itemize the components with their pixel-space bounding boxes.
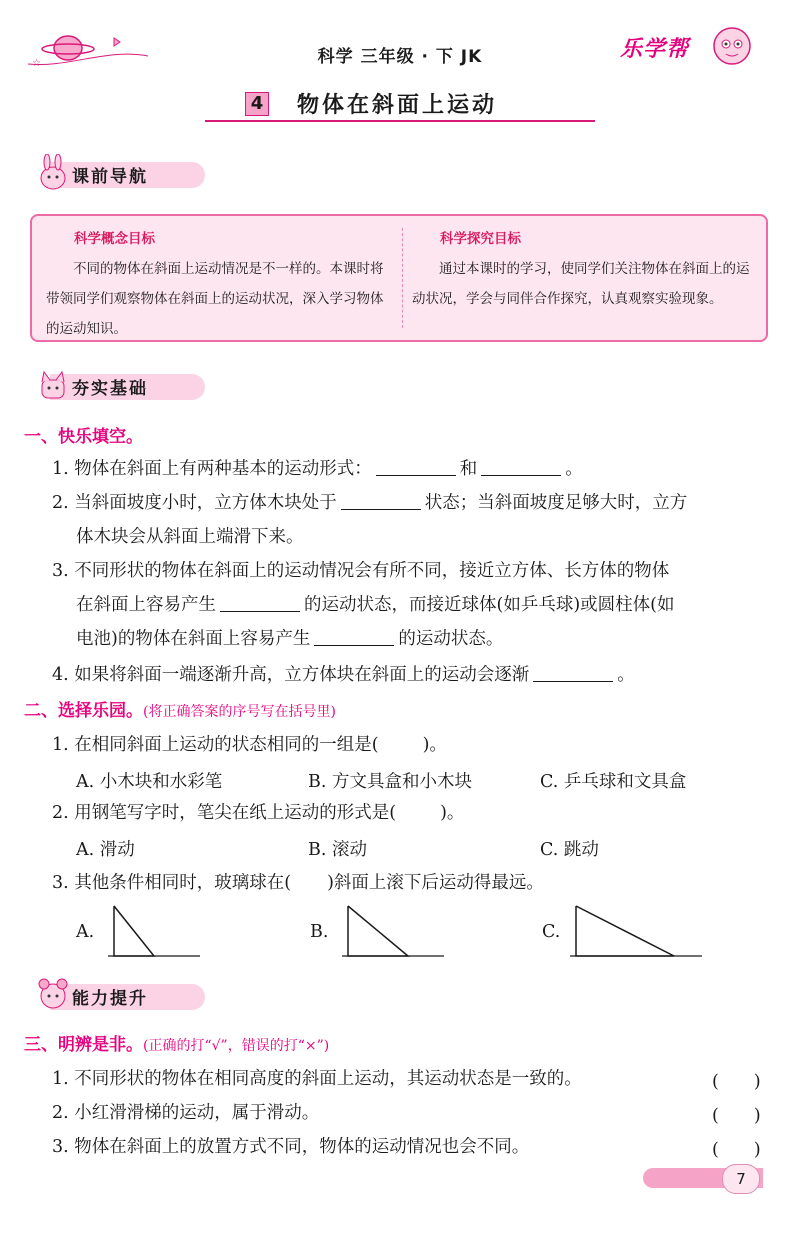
answer-blank[interactable] [533,661,613,682]
inquiry-goal-title: 科学探究目标 [440,231,521,247]
learning-goals-box [30,214,768,342]
part1-heading: 一、快乐填空。 [24,427,143,447]
cat-mascot-icon [34,366,72,404]
question-line [76,588,674,622]
part3-note: (正确的打“√”，错误的打“×”) [143,1038,330,1054]
section-banner-preview [30,154,210,194]
choice-option: A. 滑动 [76,840,135,860]
answer-blank[interactable] [341,489,421,510]
answer-blank[interactable] [481,455,561,476]
fill-question-3: 3. 不同形状的物体在斜面上的运动情况会有所不同，接近立方体、长方体的物体 [52,561,670,581]
girl-mascot-icon [34,976,72,1014]
choice-option: A. [76,922,95,942]
judge-question-1: 1. 不同形状的物体在相同高度的斜面上运动，其运动状态是一致的。 [52,1069,582,1089]
brand-text: 乐学帮 [620,37,690,62]
concept-goal-title: 科学概念目标 [74,231,155,247]
rabbit-mascot-icon [34,154,72,192]
question-text: )。 [440,803,465,823]
section-title: 夯实基础 [72,379,148,399]
concept-goal-text: 不同的物体在斜面上运动情况是不一样的。本课时将带领同学们观察物体在斜面上的运动状况，深入学习物体的运动知识。 [46,261,384,337]
fill-question-4 [52,658,635,692]
choice-option: C. 乒乓球和文具盒 [540,772,687,792]
judge-question-2: 2. 小红滑滑梯的运动，属于滑动。 [52,1103,320,1123]
fill-question-2 [52,486,687,520]
part2-heading-text: 二、选择乐园。 [24,701,143,721]
question-text: 体木块会从斜面上端滑下来。 [76,527,304,547]
part3-heading-text: 三、明辨是非。 [24,1035,143,1055]
question-text: 。 [565,459,583,479]
choice-option: B. 方文具盒和小木块 [308,772,472,792]
question-text: 3. 其他条件相同时，玻璃球在( [52,873,292,893]
brand-logo [610,20,760,70]
lesson-number: 4 [245,92,269,116]
slope-medium-diagram [338,904,448,960]
question-text: 电池)的物体在斜面上容易产生 [76,629,311,649]
question-text: 的运动状态。 [398,629,504,649]
choice-option: A. 小木块和水彩笔 [76,772,223,792]
part2-heading [24,696,336,721]
question-text: 2. 当斜面坡度小时，立方体木块处于 [52,493,337,513]
question-text: 2. 用钢笔写字时，笔尖在纸上运动的形式是( [52,803,397,823]
fill-question-1 [52,452,583,486]
inquiry-goal-text: 通过本课时的学习，使同学们关注物体在斜面上的运动状况，学会与同伴合作探究，认真观察实验现象。 [412,261,750,307]
question-text: 和 [459,459,478,479]
header-subject: 科学 三年级 · 下 JK [317,47,483,67]
question-text: 。 [617,665,635,685]
question-text: 的运动状态，而接近球体(如乒乓球)或圆柱体(如 [304,595,675,615]
choice-question-3 [52,866,544,900]
part3-heading [24,1030,329,1055]
answer-blank[interactable] [376,455,456,476]
svg-text:☆: ☆ [32,58,41,68]
lesson-title-text: 物体在斜面上运动 [297,93,498,118]
section-title: 课前导航 [72,167,148,187]
part2-note: (将正确答案的序号写在括号里) [143,704,336,720]
answer-blank[interactable] [314,625,394,646]
section-banner-ability [30,976,210,1016]
choice-option: C. [542,922,561,942]
question-text: 4. 如果将斜面一端逐渐升高，立方体块在斜面上的运动会逐渐 [52,665,530,685]
page-number: 7 [722,1164,760,1194]
answer-paren[interactable]: ( ) [712,1106,761,1126]
section-title: 能力提升 [72,989,148,1009]
choice-option: C. 跳动 [540,840,599,860]
concept-goal [46,224,391,344]
question-text: 1. 物体在斜面上有两种基本的运动形式： [52,459,372,479]
answer-paren[interactable]: ( ) [712,1072,761,1092]
answer-blank[interactable] [220,591,300,612]
question-text: )。 [422,735,447,755]
question-text: 1. 在相同斜面上运动的状态相同的一组是( [52,735,379,755]
question-text: 在斜面上容易产生 [76,595,216,615]
slope-steep-diagram [104,904,204,960]
choice-question-1 [52,728,447,762]
question-line [76,622,503,656]
judge-question-3: 3. 物体在斜面上的放置方式不同，物体的运动情况也会不同。 [52,1137,530,1157]
lesson-title [205,86,595,122]
choice-question-2 [52,796,464,830]
question-text: 状态；当斜面坡度足够大时，立方 [424,493,688,513]
slope-gentle-diagram [566,904,706,960]
inquiry-goal [412,224,757,314]
answer-paren[interactable]: ( ) [712,1140,761,1160]
choice-option: B. 滚动 [308,840,367,860]
choice-option: B. [310,922,329,942]
mascot-icon [708,22,756,68]
section-banner-basics [30,366,210,406]
question-text: )斜面上滚下后运动得最远。 [327,873,544,893]
